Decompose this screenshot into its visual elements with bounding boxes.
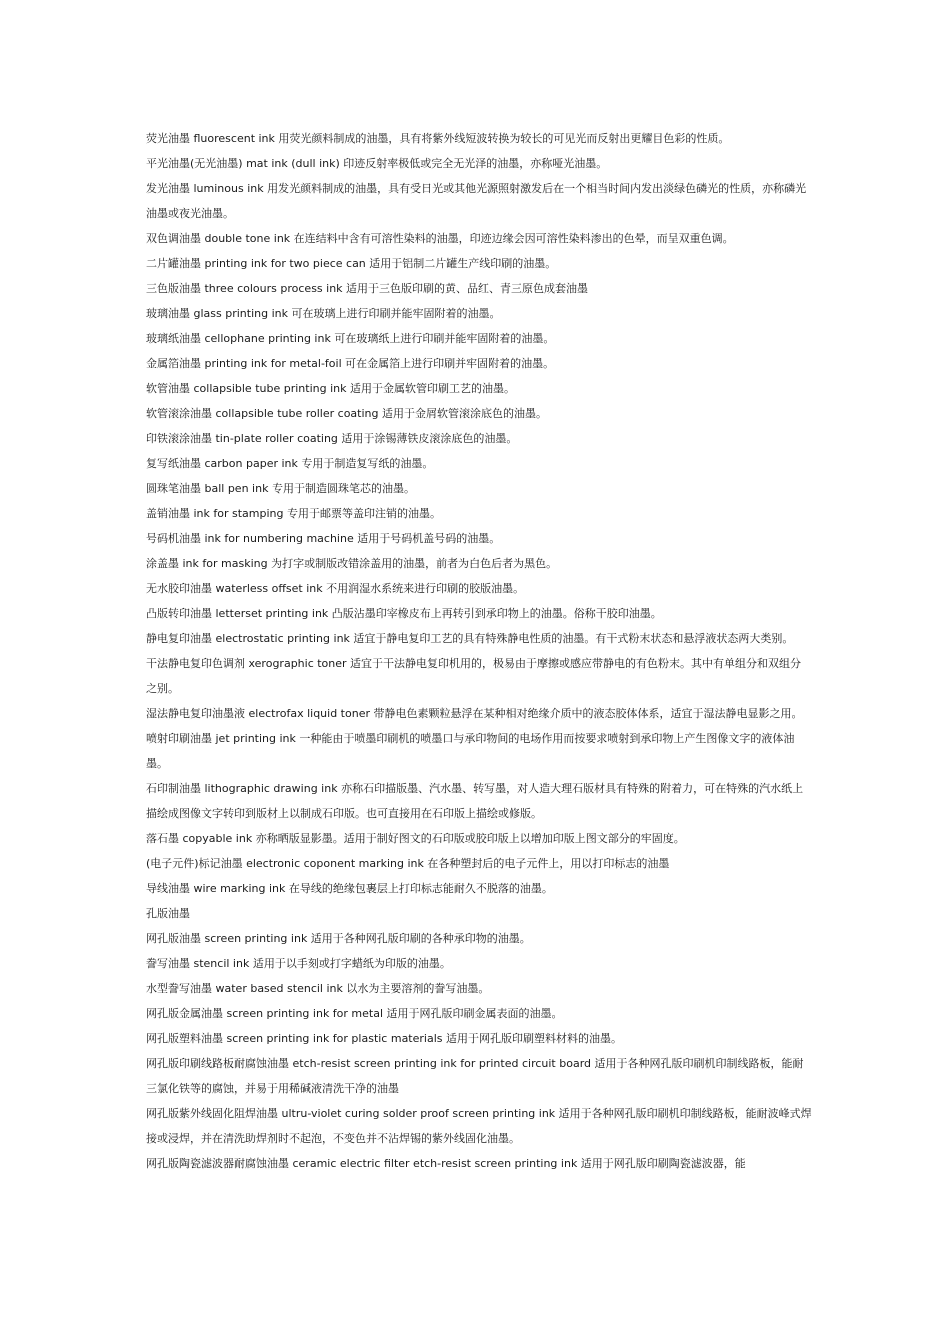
document-body [146, 126, 812, 1176]
entry-letterset-printing-ink: 凸版转印油墨 letterset printing ink 凸版沾墨印宰橡皮布上再转引到承印物上的油墨。俗称干胶印油墨。 [146, 607, 662, 620]
entry-double-tone-ink: 双色调油墨 double tone ink 在连结料中含有可溶性染料的油墨，印迹边缘会因可溶性染料渗出的色晕，而呈双重色调。 [146, 232, 734, 245]
entry-collapsible-tube-roller-coating: 软管滚涂油墨 collapsible tube roller coating 适用于金屑软管滚涂底色的油墨。 [146, 407, 547, 420]
entry-wire-marking-ink: 导线油墨 wire marking ink 在导线的绝缘包裹层上打印标志能耐久不脱落的油墨。 [146, 882, 553, 895]
entry-ball-pen-ink: 圆珠笔油墨 ball pen ink 专用于制造圆珠笔芯的油墨。 [146, 482, 415, 495]
entry-screen-printing-ink: 网孔版油墨 screen printing ink 适用于各种网孔版印刷的各种承印物的油墨。 [146, 932, 531, 945]
entry-stencil-ink: 誊写油墨 stencil ink 适用于以手刻或打字蜡纸为印版的油墨。 [146, 957, 451, 970]
entry-two-piece-can-ink: 二片罐油墨 printing ink for two piece can 适用于铝制二片罐生产线印刷的油墨。 [146, 257, 557, 270]
entry-screen-ink-for-metal: 网孔版金属油墨 screen printing ink for metal 适用于网孔版印刷金属表面的油墨。 [146, 1007, 563, 1020]
entry-luminous-ink: 发光油墨 luminous ink 用发光颜料制成的油墨，具有受日光或其他光源照射激发后在一个相当时间内发出淡绿色磷光的性质，亦称磷光油墨或夜光油墨。 [146, 182, 807, 220]
entry-tin-plate-roller-coating: 印铁滚涂油墨 tin-plate roller coating 适用于涂锡薄铁皮滚涂底色的油墨。 [146, 432, 518, 445]
entry-glass-printing-ink: 玻璃油墨 glass printing ink 可在玻璃上进行印刷并能牢固附着的油墨。 [146, 307, 501, 320]
entry-stamping-ink: 盖销油墨 ink for stamping 专用于邮票等盖印注销的油墨。 [146, 507, 442, 520]
entry-carbon-paper-ink: 复写纸油墨 carbon paper ink 专用于制造复写纸的油墨。 [146, 457, 434, 470]
entry-metal-foil-ink: 金属箔油墨 printing ink for metal-foil 可在金属箔上进行印刷并牢固附着的油墨。 [146, 357, 555, 370]
entry-electronic-component-marking-ink: (电子元件)标记油墨 electronic coponent marking ink 在各种塑封后的电子元件上，用以打印标志的油墨 [146, 857, 670, 870]
entry-ceramic-filter-etch-resist-ink: 网孔版陶瓷滤波器耐腐蚀油墨 ceramic electric filter etch-resist screen printing ink 适用于网孔版印刷陶瓷滤波器，能 [146, 1157, 746, 1170]
entry-masking-ink: 涂盖墨 ink for masking 为打字或制版改错涂盖用的油墨，前者为白色后者为黑色。 [146, 557, 558, 570]
entry-uv-curing-solder-proof-ink: 网孔版紫外线固化阻焊油墨 ultru-violet curing solder proof screen printing ink 适用于各种网孔版印刷机印制线路板，能耐波峰式焊接或浸焊，并在清洗助焊剂时不起泡，不变色并不沾焊锡的紫外线固化油墨。 [146, 1107, 812, 1145]
entry-lithographic-drawing-ink: 石印制油墨 lithographic drawing ink 亦称石印描版墨、汽水墨、转写墨，对人造大理石版材具有特殊的附着力，可在特殊的汽水纸上描绘成图像文字转印到版材上以制成石印版。也可直接用在石印版上描绘或修版。 [146, 782, 804, 820]
entry-electrostatic-printing-ink: 静电复印油墨 electrostatic printing ink 适宜于静电复印工艺的具有特殊静电性质的油墨。有干式粉末状态和悬浮液状态两大类别。 [146, 632, 794, 645]
entry-cellophane-printing-ink: 玻璃纸油墨 cellophane printing ink 可在玻璃纸上进行印刷并能牢固附着的油墨。 [146, 332, 555, 345]
entry-numbering-machine-ink: 号码机油墨 ink for numbering machine 适用于号码机盖号码的油墨。 [146, 532, 501, 545]
entry-three-colours-process-ink: 三色版油墨 three colours process ink 适用于三色版印刷的黄、品红、青三原色成套油墨 [146, 282, 589, 295]
entry-screen-ink-for-plastic: 网孔版塑料油墨 screen printing ink for plastic materials 适用于网孔版印刷塑料材料的油墨。 [146, 1032, 622, 1045]
entry-waterless-offset-ink: 无水胶印油墨 waterless offset ink 不用润湿水系统来进行印刷的胶版油墨。 [146, 582, 525, 595]
entry-electrofax-liquid-toner: 湿法静电复印油墨液 electrofax liquid toner 带静电色素颗粒悬浮在某种相对绝缘介质中的液态胶体体系，适宜于湿法静电显影之用。 [146, 707, 803, 720]
entry-mat-ink: 平光油墨(无光油墨) mat ink (dull ink) 印迹反射率极低或完全无光泽的油墨，亦称哑光油墨。 [146, 157, 608, 170]
entry-etch-resist-pcb-ink: 网孔版印刷线路板耐腐蚀油墨 etch-resist screen printing ink for printed circuit board 适用于各种网孔版印刷机印制线路板，能耐三氯化铁等的腐蚀，并易于用稀碱液清洗干净的油墨 [146, 1057, 804, 1095]
entry-copyable-ink: 落石墨 copyable ink 亦称晒版显影墨。适用于制好图文的石印版或胶印版上以增加印版上图文部分的牢固度。 [146, 832, 685, 845]
section-heading-stencil-inks: 孔版油墨 [146, 907, 190, 920]
entry-collapsible-tube-ink: 软管油墨 collapsible tube printing ink 适用于金属软管印刷工艺的油墨。 [146, 382, 515, 395]
entry-jet-printing-ink: 喷射印刷油墨 jet printing ink 一种能由于喷墨印刷机的喷墨口与承印物间的电场作用而按要求喷射到承印物上产生图像文字的液体油墨。 [146, 732, 795, 770]
entry-water-based-stencil-ink: 水型誊写油墨 water based stencil ink 以水为主要溶剂的誊写油墨。 [146, 982, 490, 995]
entry-fluorescent-ink: 荧光油墨 fluorescent ink 用荧光颜料制成的油墨，具有将紫外线短波转换为较长的可见光而反射出更耀目色彩的性质。 [146, 132, 730, 145]
entry-xerographic-toner: 干法静电复印色调剂 xerographic toner 适宜于干法静电复印机用的，极易由于摩擦或感应带静电的有色粉末。其中有单组分和双组分之别。 [146, 657, 802, 695]
